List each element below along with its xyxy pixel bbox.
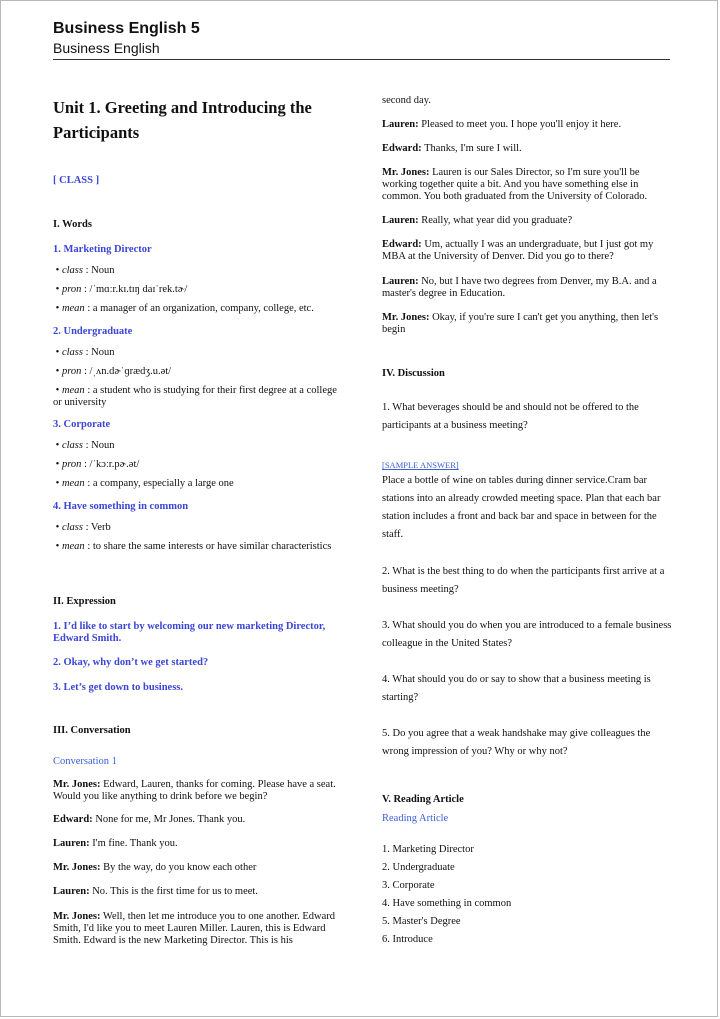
words-heading: I. Words [53,219,92,230]
reading-item: 6. Introduce [382,934,433,945]
word-meaning: • mean : a manager of an organization, company, college, etc. [53,303,314,314]
dialogue-line: Lauren: I'm fine. Thank you. [53,838,178,849]
dialogue-line: Mr. Jones: By the way, do you know each other [53,862,257,873]
word-meaning: • mean : to share the same interests or have similar characteristics [53,541,332,552]
dialogue-line: Edward: Thanks, I'm sure I will. [382,143,522,154]
expression-item: 3. Let’s get down to business. [53,682,183,693]
expression-item: 1. I’d like to start by welcoming our new marketing Director, Edward Smith. [53,621,326,644]
dialogue-line: Mr. Jones: Lauren is our Sales Director, so I'm sure you'll be working together quite a bit. And you have something else in common. You both graduated from the University of Colorado. [382,167,648,202]
document-title: Business English 5 [53,20,200,37]
reading-article-link[interactable]: Reading Article [382,813,449,824]
word-meaning: • mean : a student who is studying for their first degree at a college or university [53,385,337,408]
page-header [53,19,670,57]
discussion-heading: IV. Discussion [382,368,445,379]
reading-heading: V. Reading Article [382,794,464,805]
reading-item: 2. Undergraduate [382,862,455,873]
word-class: • class : Noun [53,440,115,451]
document-subtitle: Business English [53,40,160,56]
conversation-label: Conversation 1 [53,756,117,767]
word-term: 4. Have something in common [53,501,189,512]
word-term: 2. Undergraduate [53,326,133,337]
dialogue-line: Lauren: No. This is the first time for us to meet. [53,886,258,897]
reading-item: 3. Corporate [382,880,435,891]
discussion-question: 4. What should you do or say to show that a business meeting is starting? [382,674,651,703]
conversation-heading: III. Conversation [53,725,131,736]
sample-answer-text: Place a bottle of wine on tables during dinner service.Cram bar stations into an already crowded meeting space. Plan that each bar station includes a front and back bar and space in between for the staff. [382,475,661,540]
word-pron: • pron : /ˈmɑːr.kɪ.tɪŋ daɪˈrek.tɚ/ [53,284,188,295]
word-term: 1. Marketing Director [53,244,152,255]
reading-item: 4. Have something in common [382,898,512,909]
dialogue-line: Mr. Jones: Okay, if you're sure I can't get you anything, then let's begin [382,312,659,335]
dialogue-line: Lauren: No, but I have two degrees from Denver, my B.A. and a master's degree in Education. [382,276,657,299]
discussion-question: 3. What should you do when you are introduced to a female business colleague in the United States? [382,620,672,649]
word-class: • class : Verb [53,522,111,533]
word-pron: • pron : /ˌʌn.dɚˈɡrædʒ.u.ət/ [53,366,172,377]
word-meaning: • mean : a company, especially a large one [53,478,234,489]
dialogue-line: Mr. Jones: Edward, Lauren, thanks for coming. Please have a seat. Would you like anything to drink before we begin? [53,779,336,802]
unit-title: Unit 1. Greeting and Introducing the Participants [53,98,312,142]
word-term: 3. Corporate [53,419,111,430]
reading-item: 1. Marketing Director [382,844,474,855]
sample-answer-link[interactable]: [SAMPLE ANSWER] [382,460,459,470]
dialogue-line: Lauren: Pleased to meet you. I hope you'll enjoy it here. [382,119,622,130]
discussion-question: 2. What is the best thing to do when the participants first arrive at a business meeting? [382,566,665,595]
expression-item: 2. Okay, why don’t we get started? [53,657,209,668]
dialogue-continuation: second day. [382,95,431,106]
dialogue-line: Edward: Um, actually I was an undergraduate, but I just got my MBA at the University of Denver. Did you go to there? [382,239,654,262]
discussion-question: 1. What beverages should be and should not be offered to the participants at a business meeting? [382,402,639,431]
dialogue-line: Mr. Jones: Well, then let me introduce you to one another. Edward Smith, I'd like you to meet Lauren Miller. Lauren, this is Edward Smith. Edward is the new Marketing Director. This is his [53,911,336,946]
reading-item: 5. Master's Degree [382,916,461,927]
word-class: • class : Noun [53,265,115,276]
class-label: [ CLASS ] [53,175,100,186]
dialogue-line: Lauren: Really, what year did you graduate? [382,215,573,226]
header-divider [53,59,670,60]
discussion-question: 5. Do you agree that a weak handshake may give colleagues the wrong impression of you? Why or why not? [382,728,651,757]
dialogue-line: Edward: None for me, Mr Jones. Thank you. [53,814,246,825]
word-class: • class : Noun [53,347,115,358]
expression-heading: II. Expression [53,596,116,607]
word-pron: • pron : /ˈkɔːr.pɚ.ət/ [53,459,140,470]
